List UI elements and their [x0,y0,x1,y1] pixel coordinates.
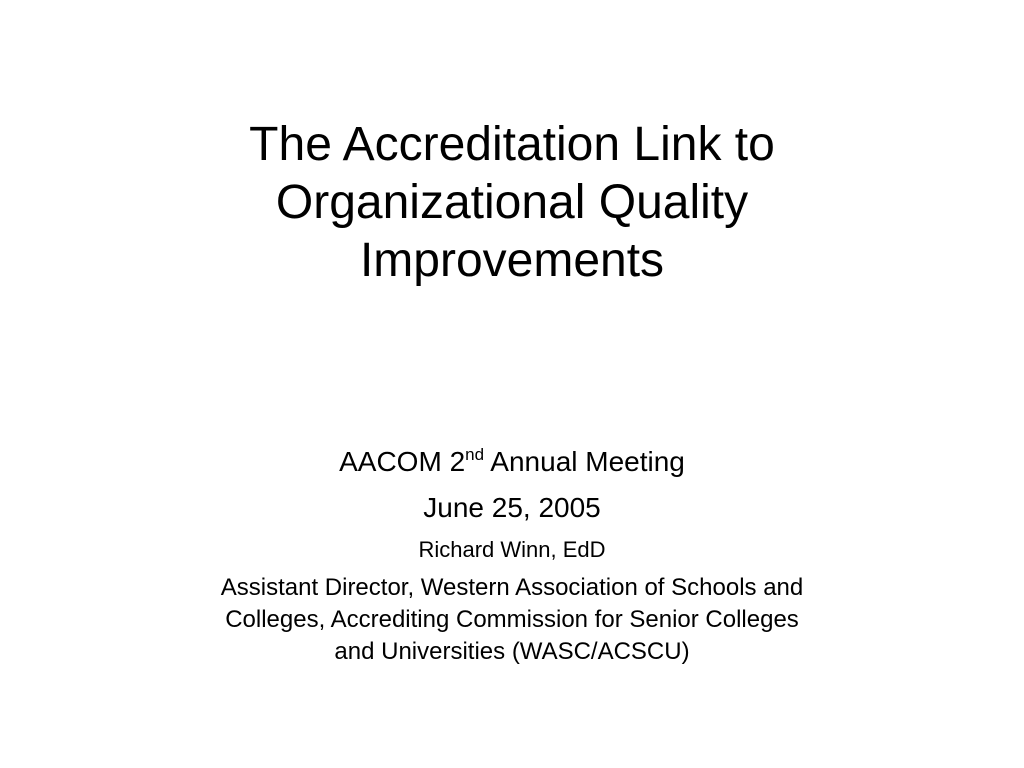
meeting-date: June 25, 2005 [423,492,601,523]
affiliation-line-3: and Universities (WASC/ACSCU) [334,638,690,665]
affiliation-line-1: Assistant Director, Western Association of Schools and [220,574,804,601]
meeting-ordinal-suffix: nd [465,445,485,464]
slide-subtitle [130,440,894,668]
affiliation-line-2: Colleges, Accrediting Commission for Senior Colleges [225,606,799,633]
presenter-affiliation [130,572,894,668]
title-line-2: Organizational Quality [275,176,749,229]
presenter-name: Richard Winn, EdD [418,537,606,562]
meeting-name-prefix: AACOM 2 [339,446,466,477]
meeting-name-suffix: Annual Meeting [484,446,685,477]
title-line-3: Improvements [359,234,665,287]
slide-title [100,116,924,290]
meeting-name [130,440,894,484]
title-line-1: The Accreditation Link to [249,118,775,171]
